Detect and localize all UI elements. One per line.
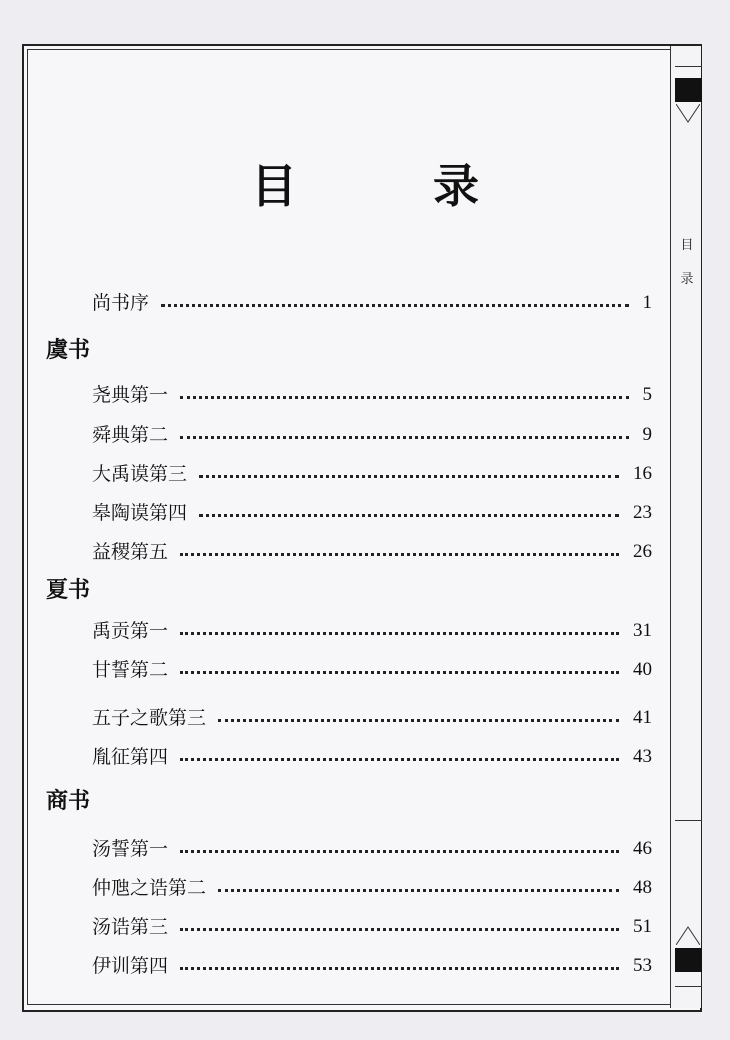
toc-entry-page: 1 — [642, 292, 652, 313]
toc-entry-label: 汤誓第一 — [92, 838, 169, 860]
toc-entry[interactable] — [92, 460, 652, 488]
toc-entry-page: 16 — [633, 463, 652, 484]
toc-entry-label: 胤征第四 — [92, 746, 169, 768]
toc-entry-page: 31 — [633, 620, 652, 641]
section-heading: 虞书 — [46, 338, 91, 363]
side-black-block-top — [675, 78, 702, 102]
toc-entry[interactable] — [92, 656, 652, 684]
toc-entry-label: 益稷第五 — [92, 541, 169, 563]
toc-entry-label: 汤诰第三 — [92, 916, 169, 938]
section-heading: 商书 — [46, 789, 91, 814]
toc-entry[interactable] — [92, 704, 652, 732]
toc-entry[interactable] — [92, 835, 652, 863]
side-label-lu: 录 — [680, 272, 694, 287]
side-diamond-bottom-icon — [676, 905, 700, 945]
toc-entry-page: 40 — [633, 659, 652, 680]
toc-entry[interactable] — [92, 538, 652, 566]
toc-entry-label: 大禹谟第三 — [92, 463, 188, 485]
toc-entry-label: 五子之歌第三 — [92, 707, 207, 729]
toc-entry[interactable] — [92, 874, 652, 902]
toc-entry-label: 尚书序 — [92, 292, 150, 314]
toc-entry-label: 伊训第四 — [92, 955, 169, 977]
side-black-block-bottom — [675, 948, 702, 972]
side-rule — [675, 986, 702, 987]
side-rule — [675, 820, 702, 821]
toc-entry-page: 23 — [633, 502, 652, 523]
toc-leader-dots — [180, 758, 619, 761]
toc-entry[interactable] — [92, 743, 652, 771]
toc-entry-page: 9 — [642, 424, 652, 445]
toc-leader-dots — [180, 967, 619, 970]
toc-entry[interactable] — [92, 381, 652, 409]
toc-leader-dots — [180, 632, 619, 635]
toc-entry-label: 仲虺之诰第二 — [92, 877, 207, 899]
toc-leader-dots — [161, 304, 628, 307]
toc-entry[interactable] — [92, 952, 652, 980]
side-label-mu: 目 — [680, 238, 694, 253]
toc-entry-page: 53 — [633, 955, 652, 976]
toc-leader-dots — [199, 514, 619, 517]
section-heading: 夏书 — [46, 578, 91, 603]
toc-leader-dots — [218, 719, 619, 722]
toc-leader-dots — [180, 671, 619, 674]
toc-entry-label: 皋陶谟第四 — [92, 502, 188, 524]
toc-leader-dots — [180, 553, 619, 556]
toc-entry-page: 26 — [633, 541, 652, 562]
toc-entry-page: 5 — [642, 384, 652, 405]
toc-entry-label: 尧典第一 — [92, 384, 169, 406]
toc-leader-dots — [180, 850, 619, 853]
toc-entry-page: 46 — [633, 838, 652, 859]
toc-entry[interactable] — [92, 289, 652, 317]
toc-leader-dots — [180, 396, 628, 399]
toc-entry-label: 禹贡第一 — [92, 620, 169, 642]
toc-leader-dots — [180, 436, 628, 439]
toc-entry[interactable] — [92, 499, 652, 527]
page-title: 目 录 — [250, 159, 539, 213]
toc-entry[interactable] — [92, 617, 652, 645]
toc-entry-page: 51 — [633, 916, 652, 937]
toc-entry-page: 43 — [633, 746, 652, 767]
toc-leader-dots — [180, 928, 619, 931]
toc-entry-page: 48 — [633, 877, 652, 898]
side-rule — [675, 66, 702, 67]
toc-leader-dots — [218, 889, 619, 892]
toc-leader-dots — [199, 475, 619, 478]
toc-entry-label: 甘誓第二 — [92, 659, 169, 681]
toc-entry-page: 41 — [633, 707, 652, 728]
toc-entry[interactable] — [92, 913, 652, 941]
toc-entry-label: 舜典第二 — [92, 424, 169, 446]
side-diamond-top-icon — [676, 104, 700, 144]
toc-entry[interactable] — [92, 421, 652, 449]
